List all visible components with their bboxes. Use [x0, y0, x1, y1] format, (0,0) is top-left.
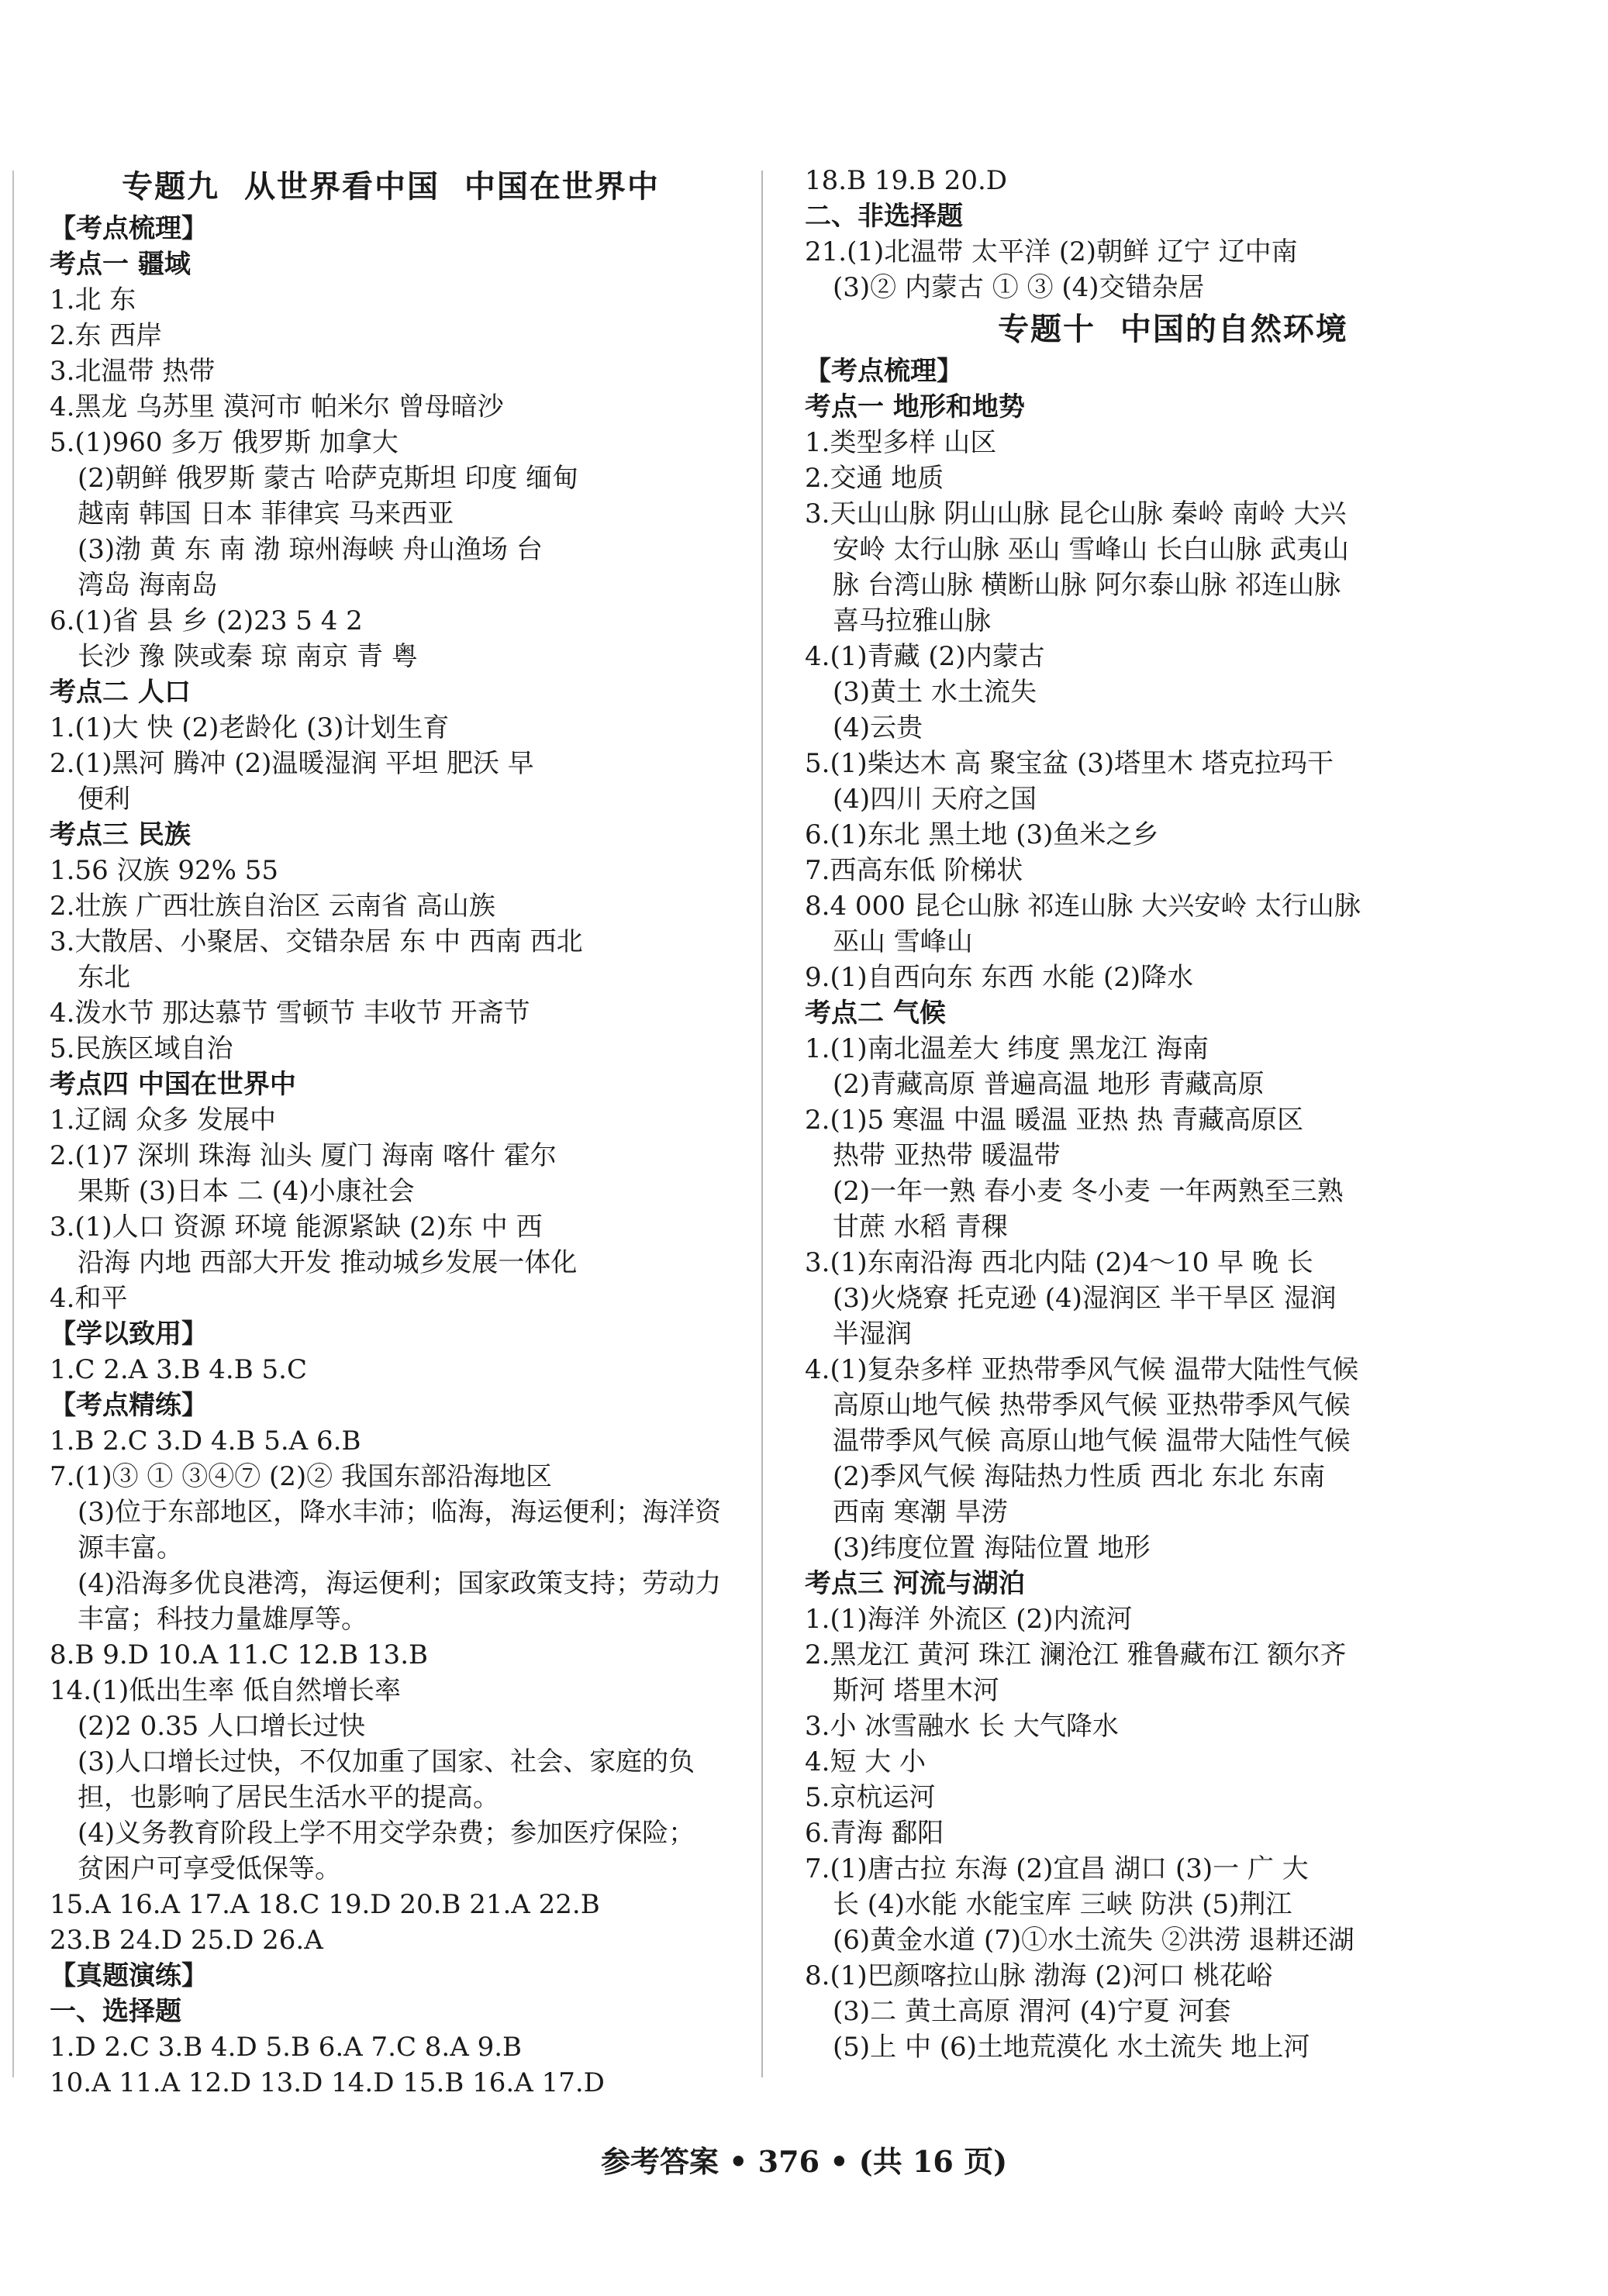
- answer-line: 2.黑龙江 黄河 珠江 澜沧江 雅鲁藏布江 额尔齐: [805, 1639, 1347, 1670]
- answer-line: 半湿润: [833, 1319, 912, 1350]
- answer-line: 2.交通 地质: [805, 463, 944, 494]
- answer-line: 斯河 塔里木河: [833, 1675, 999, 1706]
- answer-line: (2)2 0.35 人口增长过快: [78, 1711, 366, 1742]
- answer-line: 5.(1)柴达木 高 聚宝盆 (3)塔里木 塔克拉玛干: [805, 748, 1334, 779]
- answer-line: 长 (4)水能 水能宝库 三峡 防洪 (5)荆江: [833, 1889, 1292, 1920]
- answer-line: 高原山地气候 热带季风气候 亚热带季风气候: [833, 1390, 1351, 1421]
- answer-line: 8.4 000 昆仑山脉 祁连山脉 大兴安岭 太行山脉: [805, 891, 1361, 922]
- answer-line: 巫山 雪峰山: [833, 926, 973, 957]
- answer-line: 4.短 大 小: [805, 1746, 926, 1777]
- section-heading: 【考点梳理】: [805, 356, 963, 387]
- section-heading: 二、非选择题: [805, 201, 963, 232]
- section-heading: 考点三 民族: [50, 819, 191, 850]
- answer-line: 2.(1)黑河 腾冲 (2)温暖湿润 平坦 肥沃 早: [50, 748, 534, 779]
- section-heading: 考点二 人口: [50, 677, 191, 708]
- answer-line: 2.壮族 广西壮族自治区 云南省 高山族: [50, 891, 495, 922]
- section-title: 专题九 从世界看中国 中国在世界中: [122, 169, 660, 205]
- answer-line: 4.泼水节 那达慕节 雪顿节 丰收节 开斋节: [50, 998, 530, 1029]
- answer-line: 6.青海 鄱阳: [805, 1818, 944, 1849]
- answer-line: (4)四川 天府之国: [833, 784, 1037, 815]
- answer-line: 贫困户可享受低保等。: [78, 1853, 341, 1884]
- answer-line: 5.(1)960 多万 俄罗斯 加拿大: [50, 427, 399, 458]
- answer-line: 8.(1)巴颜喀拉山脉 渤海 (2)河口 桃花峪: [805, 1960, 1273, 1991]
- answer-line: (4)沿海多优良港湾，海运便利；国家政策支持；劳动力: [78, 1568, 722, 1599]
- answer-line: 4.和平: [50, 1283, 128, 1314]
- answer-line: 6.(1)省 县 乡 (2)23 5 4 2: [50, 605, 363, 636]
- answer-line: 1.(1)大 快 (2)老龄化 (3)计划生育: [50, 712, 450, 743]
- answer-line: (4)义务教育阶段上学不用交学杂费；参加医疗保险；: [78, 1818, 695, 1849]
- answer-line: (4)云贵: [833, 712, 923, 743]
- answer-line: 3.大散居、小聚居、交错杂居 东 中 西南 西北: [50, 926, 583, 957]
- answer-line: (6)黄金水道 (7)①水土流失 ②洪涝 退耕还湖: [833, 1925, 1354, 1956]
- answer-line: 1.(1)南北温差大 纬度 黑龙江 海南: [805, 1033, 1209, 1064]
- answer-line: 14.(1)低出生率 低自然增长率: [50, 1675, 402, 1706]
- section-heading: 【学以致用】: [50, 1319, 208, 1350]
- answer-line: 9.(1)自西向东 东西 水能 (2)降水: [805, 962, 1194, 993]
- answer-line: 湾岛 海南岛: [78, 570, 218, 601]
- answer-line: (3)黄土 水土流失: [833, 677, 1037, 708]
- answer-line: 3.北温带 热带: [50, 356, 216, 387]
- answer-line: (3)② 内蒙古 ① ③ (4)交错杂居: [833, 272, 1205, 303]
- answer-line: 15.A 16.A 17.A 18.C 19.D 20.B 21.A 22.B: [50, 1889, 600, 1920]
- answer-line: (5)上 中 (6)土地荒漠化 水土流失 地上河: [833, 2032, 1310, 2063]
- answer-line: 喜马拉雅山脉: [833, 605, 991, 636]
- answer-line: (3)纬度位置 海陆位置 地形: [833, 1532, 1151, 1563]
- answer-line: 5.民族区域自治: [50, 1033, 233, 1064]
- section-heading: 考点三 河流与湖泊: [805, 1568, 1025, 1599]
- section-heading: 考点一 疆域: [50, 249, 191, 280]
- answer-line: 1.D 2.C 3.B 4.D 5.B 6.A 7.C 8.A 9.B: [50, 2032, 523, 2063]
- answer-line: 23.B 24.D 25.D 26.A: [50, 1925, 323, 1956]
- page-edge-line: [12, 171, 14, 2077]
- section-heading: 考点二 气候: [805, 998, 946, 1029]
- section-title: 专题十 中国的自然环境: [998, 312, 1348, 347]
- section-heading: 考点四 中国在世界中: [50, 1069, 296, 1100]
- answer-line: 越南 韩国 日本 菲律宾 马来西亚: [78, 498, 454, 529]
- section-heading: 一、选择题: [50, 1996, 181, 2027]
- answer-line: 21.(1)北温带 太平洋 (2)朝鲜 辽宁 辽中南: [805, 236, 1298, 267]
- answer-line: (3)人口增长过快，不仅加重了国家、社会、家庭的负: [78, 1746, 695, 1777]
- column-divider: [761, 171, 763, 2077]
- answer-line: (3)位于东部地区，降水丰沛；临海，海运便利；海洋资: [78, 1497, 722, 1528]
- answer-line: 7.西高东低 阶梯状: [805, 855, 1023, 886]
- answer-line: 5.京杭运河: [805, 1782, 936, 1813]
- answer-line: 长沙 豫 陕或秦 琼 南京 青 粤: [78, 641, 418, 672]
- answer-line: 1.56 汉族 92% 55: [50, 855, 278, 886]
- answer-line: 1.辽阔 众多 发展中: [50, 1105, 277, 1136]
- answer-line: 西南 寒潮 旱涝: [833, 1497, 1008, 1528]
- answer-line: 8.B 9.D 10.A 11.C 12.B 13.B: [50, 1639, 428, 1670]
- answer-line: 2.(1)7 深圳 珠海 汕头 厦门 海南 喀什 霍尔: [50, 1140, 557, 1171]
- answer-line: 便利: [78, 784, 130, 815]
- answer-line: 2.东 西岸: [50, 320, 163, 351]
- answer-line: (2)一年一熟 春小麦 冬小麦 一年两熟至三熟: [833, 1176, 1344, 1207]
- answer-line: 6.(1)东北 黑土地 (3)鱼米之乡: [805, 819, 1159, 850]
- answer-line: 1.北 东: [50, 284, 136, 315]
- answer-line: (2)青藏高原 普遍高温 地形 青藏高原: [833, 1069, 1265, 1100]
- section-heading: 【考点梳理】: [50, 213, 208, 244]
- answer-line: 丰富；科技力量雄厚等。: [78, 1604, 367, 1635]
- answer-line: 10.A 11.A 12.D 13.D 14.D 15.B 16.A 17.D: [50, 2067, 605, 2098]
- answer-line: 沿海 内地 西部大开发 推动城乡发展一体化: [78, 1247, 578, 1278]
- section-heading: 【真题演练】: [50, 1960, 208, 1991]
- answer-line: (2)季风气候 海陆热力性质 西北 东北 东南: [833, 1461, 1326, 1492]
- answer-line: 东北: [78, 962, 130, 993]
- answer-line: (2)朝鲜 俄罗斯 蒙古 哈萨克斯坦 印度 缅甸: [78, 463, 579, 494]
- answer-line: (3)渤 黄 东 南 渤 琼州海峡 舟山渔场 台: [78, 534, 543, 565]
- answer-line: 甘蔗 水稻 青稞: [833, 1212, 1008, 1243]
- answer-line: 3.小 冰雪融水 长 大气降水: [805, 1711, 1119, 1742]
- section-heading: 考点一 地形和地势: [805, 391, 1025, 422]
- page-footer: 参考答案 • 376 • (共 16 页): [600, 2144, 1008, 2179]
- answer-line: 7.(1)唐古拉 东海 (2)宜昌 湖口 (3)一 广 大: [805, 1853, 1309, 1884]
- left-column: [50, 163, 732, 2101]
- answer-line: 7.(1)③ ① ③④⑦ (2)② 我国东部沿海地区: [50, 1461, 552, 1492]
- answer-line: 脉 台湾山脉 横断山脉 阿尔泰山脉 祁连山脉: [833, 570, 1341, 601]
- answer-line: 3.(1)东南沿海 西北内陆 (2)4～10 早 晚 长: [805, 1247, 1313, 1278]
- answer-line: 1.C 2.A 3.B 4.B 5.C: [50, 1354, 307, 1385]
- answer-line: 4.黑龙 乌苏里 漠河市 帕米尔 曾母暗沙: [50, 391, 504, 422]
- right-column: [805, 163, 1541, 2065]
- answer-line: 3.天山山脉 阴山山脉 昆仑山脉 秦岭 南岭 大兴: [805, 498, 1347, 529]
- answer-line: 4.(1)复杂多样 亚热带季风气候 温带大陆性气候: [805, 1354, 1359, 1385]
- answer-line: 热带 亚热带 暖温带: [833, 1140, 1061, 1171]
- answer-line: 1.B 2.C 3.D 4.B 5.A 6.B: [50, 1426, 361, 1457]
- answer-line: 3.(1)人口 资源 环境 能源紧缺 (2)东 中 西: [50, 1212, 543, 1243]
- answer-line: 担，也影响了居民生活水平的提高。: [78, 1782, 499, 1813]
- answer-line: (3)二 黄土高原 渭河 (4)宁夏 河套: [833, 1996, 1231, 2027]
- section-heading: 【考点精练】: [50, 1390, 208, 1421]
- answer-line: 源丰富。: [78, 1532, 183, 1563]
- answer-line: 1.类型多样 山区: [805, 427, 997, 458]
- answer-line: 1.(1)海洋 外流区 (2)内流河: [805, 1604, 1133, 1635]
- answer-line: 安岭 太行山脉 巫山 雪峰山 长白山脉 武夷山: [833, 534, 1350, 565]
- answer-line: 4.(1)青藏 (2)内蒙古: [805, 641, 1045, 672]
- answer-line: 2.(1)5 寒温 中温 暖温 亚热 热 青藏高原区: [805, 1105, 1304, 1136]
- answer-line: 温带季风气候 高原山地气候 温带大陆性气候: [833, 1426, 1351, 1457]
- answer-line: 18.B 19.B 20.D: [805, 165, 1008, 196]
- answer-line: 果斯 (3)日本 二 (4)小康社会: [78, 1176, 415, 1207]
- answer-line: (3)火烧寮 托克逊 (4)湿润区 半干旱区 湿润: [833, 1283, 1337, 1314]
